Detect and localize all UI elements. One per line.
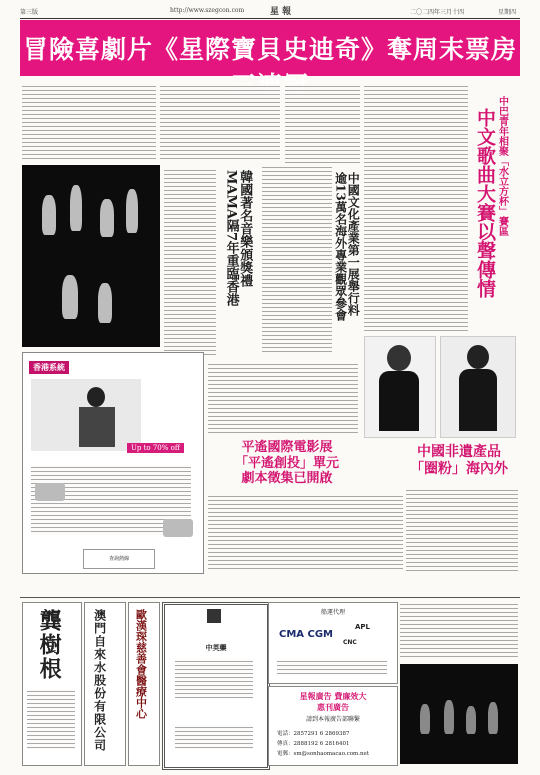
masthead: 星 報 (270, 7, 292, 17)
korea-headline: 韓國著名音樂頒獎禮MAMA隔7年重臨香港 (223, 170, 253, 306)
pingyao-line-2: 「平遙創投」單元 (234, 455, 339, 471)
ad-hotline-title: 星報廣告 費廉效大 (299, 691, 367, 701)
article-text-block (208, 362, 358, 434)
page-header (20, 4, 520, 19)
heritage-line-2: 「圈粉」海內外 (410, 460, 508, 477)
water-ad (84, 602, 126, 766)
youth-kicker: 中巴青年相聚「水立方杯」賽區 (496, 96, 508, 236)
article-text-block (406, 488, 518, 574)
shipping-title: 船運代理 (320, 609, 345, 616)
article-text-block (364, 84, 468, 334)
discount-badge: Up to 70% off (127, 443, 184, 453)
article-text-block (262, 165, 332, 355)
store-info: 查詢熱線 (83, 549, 155, 569)
headline-banner (20, 20, 520, 100)
article-text-block (160, 84, 280, 160)
ad-phone: 電話：2857291 6 2869387 (277, 731, 350, 737)
performance-photo (400, 664, 518, 764)
water-company-name: 澳門自來水股份有限公司 (92, 609, 107, 752)
clinic-hours-title: 中英藥 (205, 643, 227, 652)
culture-headline: 中國文化產業第一展舉行料逾13萬名海外專業觀眾參會 (333, 172, 361, 321)
headline-title: 冒險喜劇片《星際寶貝史迪奇》奪周末票房 連冠 (22, 35, 517, 100)
youth-headline: 中文歌曲大賽以聲傳情 (473, 108, 496, 298)
hk-system-label: 香港系統 (29, 361, 69, 374)
page-number: 第三版 (20, 9, 39, 16)
clinic-ad (128, 602, 160, 766)
tea-shop-ad (22, 602, 82, 766)
dance-photo (22, 165, 160, 347)
ad-hotline-box (268, 686, 398, 766)
cnc-logo: CNC (343, 639, 357, 646)
pingyao-line-1: 平遙國際電影展 (241, 440, 333, 455)
apl-logo: APL (355, 623, 371, 631)
ad-hotline-contact: 請到本報廣告部聯繫 (305, 716, 360, 723)
article-text-block (285, 84, 360, 164)
heritage-line-1: 中國非遺產品 (417, 444, 501, 460)
tea-shop-name: 龔樹根 (36, 609, 62, 681)
singer-photo (364, 336, 436, 438)
article-text-block (22, 84, 156, 160)
article-text-block (164, 168, 216, 358)
article-text-block (208, 494, 403, 570)
pingyao-line-3: 劇本徵集已開啟 (241, 471, 333, 487)
article-text-block (400, 602, 518, 660)
clinic-name: 歐漢琛慈善會醫療中心 (134, 609, 148, 719)
ad-hotline-subtitle: 惠刊廣告 (317, 702, 349, 712)
cma-logo: CMA CGM (279, 629, 334, 640)
clinic-detail-ad (162, 602, 270, 770)
pingyao-headline (212, 440, 362, 487)
ad-email: 電郵：sm@sonhaomacao.com.net (277, 751, 370, 757)
phone-photo (31, 379, 141, 451)
shipping-ad (268, 602, 398, 684)
header-date: 二〇二四年三月十四 (410, 9, 465, 16)
header-url: http://www.szegcon.com (170, 7, 245, 14)
header-weekday: 星期四 (498, 9, 517, 16)
heritage-headline (400, 444, 518, 478)
ad-fax: 傳真：2888192 6 2816401 (277, 741, 350, 747)
hk-system-ad (22, 352, 204, 574)
singer-photo (440, 336, 516, 438)
